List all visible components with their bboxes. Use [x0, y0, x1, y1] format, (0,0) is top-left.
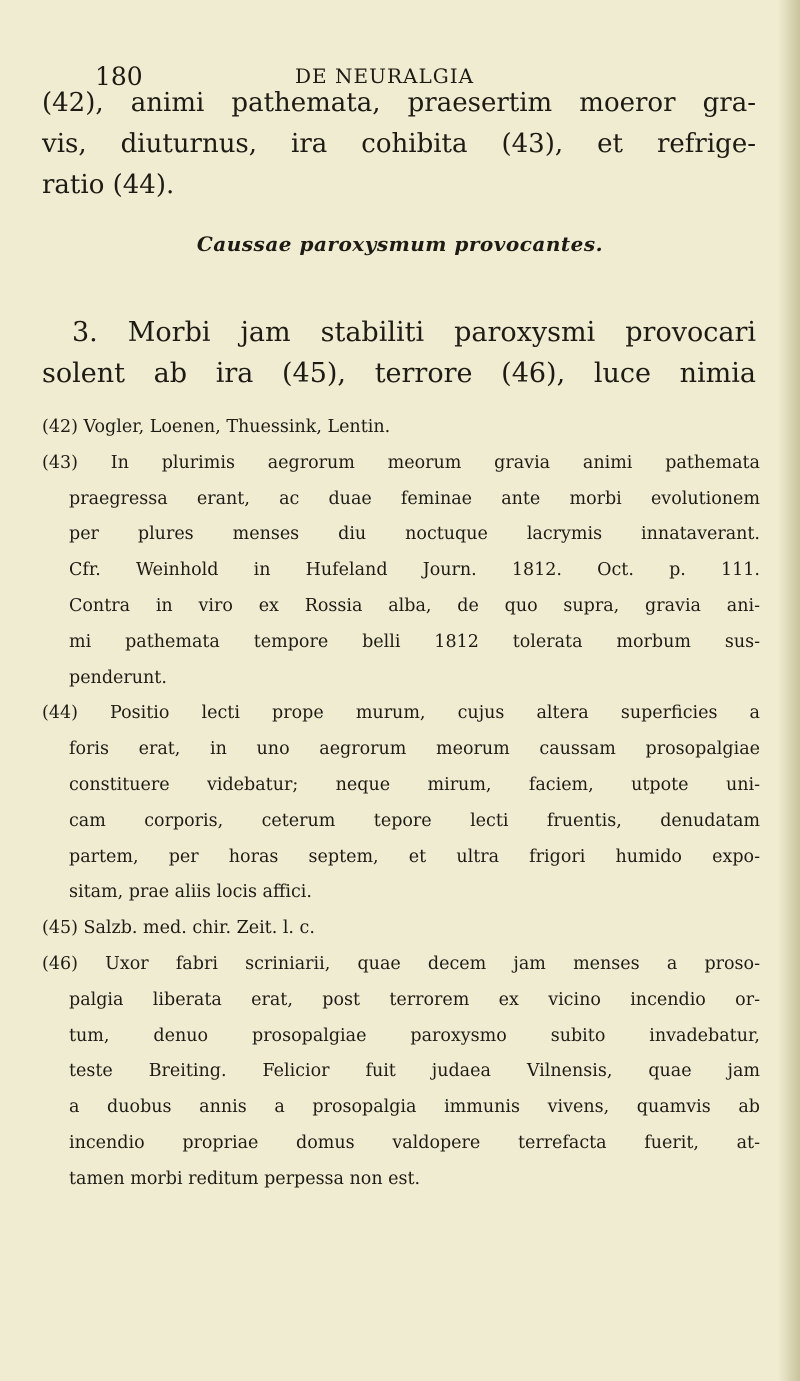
footnote-line: (42) Vogler, Loenen, Thuessink, Lentin. [42, 417, 391, 437]
running-title: DE NEURALGIA [295, 64, 475, 88]
main-text [42, 83, 756, 206]
footnote-line: Cfr. Weinhold in Hufeland Journ. 1812. Oct. p. 111. [69, 560, 760, 581]
footnote [42, 446, 760, 697]
footnote-line: foris erat, in uno aegrorum meorum caussam prosopalgiae [69, 739, 760, 760]
text-line: (42), animi pathemata, praesertim moeror gra- [42, 88, 756, 118]
text-line: ratio (44). [42, 170, 175, 200]
footnote-line: constituere videbatur; neque mirum, faciem, utpote uni- [69, 774, 760, 795]
footnote [42, 911, 760, 947]
footnote [42, 410, 760, 446]
footnote-line: per plures menses diu noctuque lacrymis innataverant. [69, 524, 760, 545]
footnote-line: a duobus annis a prosopalgia immunis vivens, quamvis ab [69, 1097, 760, 1118]
footnotes [42, 410, 760, 1198]
footnote-line: incendio propriae domus valdopere terrefacta fuerit, at- [69, 1132, 760, 1153]
footnote [42, 696, 760, 911]
footnote-line: (45) Salzb. med. chir. Zeit. l. c. [42, 918, 315, 939]
footnote-line: cam corporis, ceterum tepore lecti fruentis, denudatam [69, 810, 760, 831]
footnote-line: tum, denuo prosopalgiae paroxysmo subito invadebatur, [69, 1025, 760, 1046]
page-number: 180 [95, 62, 143, 91]
text-line: 3. Morbi jam stabiliti paroxysmi provocari [72, 317, 756, 348]
footnote-line: Contra in viro ex Rossia alba, de quo supra, gravia ani- [69, 595, 760, 616]
footnote-line: mi pathemata tempore belli 1812 tolerata morbum sus- [69, 631, 760, 652]
footnote-line: tamen morbi reditum perpessa non est. [69, 1168, 421, 1189]
footnote-line: (44) Positio lecti prope murum, cujus altera superficies a [42, 703, 760, 724]
footnote-line: praegressa erant, ac duae feminae ante morbi evolutionem [69, 488, 760, 509]
footnote-line: (46) Uxor fabri scriniarii, quae decem jam menses a proso- [42, 953, 760, 974]
section-subheading: Caussae paroxysmum provocantes. [196, 232, 604, 256]
paragraph-3 [42, 312, 756, 394]
footnote-line: penderunt. [69, 667, 167, 688]
footnote-line: sitam, prae aliis locis affici. [69, 882, 312, 903]
text-line: solent ab ira (45), terrore (46), luce nimia [42, 358, 756, 389]
text-line: vis, diuturnus, ira cohibita (43), et refrige- [42, 129, 756, 159]
footnote [42, 947, 760, 1198]
page-edge-shadow [778, 0, 800, 1381]
footnote-line: teste Breiting. Felicior fuit judaea Vilnensis, quae jam [69, 1061, 760, 1082]
footnote-line: palgia liberata erat, post terrorem ex vicino incendio or- [69, 989, 760, 1010]
footnote-line: partem, per horas septem, et ultra frigori humido expo- [69, 846, 760, 867]
footnote-line: (43) In plurimis aegrorum meorum gravia animi pathemata [42, 452, 760, 473]
